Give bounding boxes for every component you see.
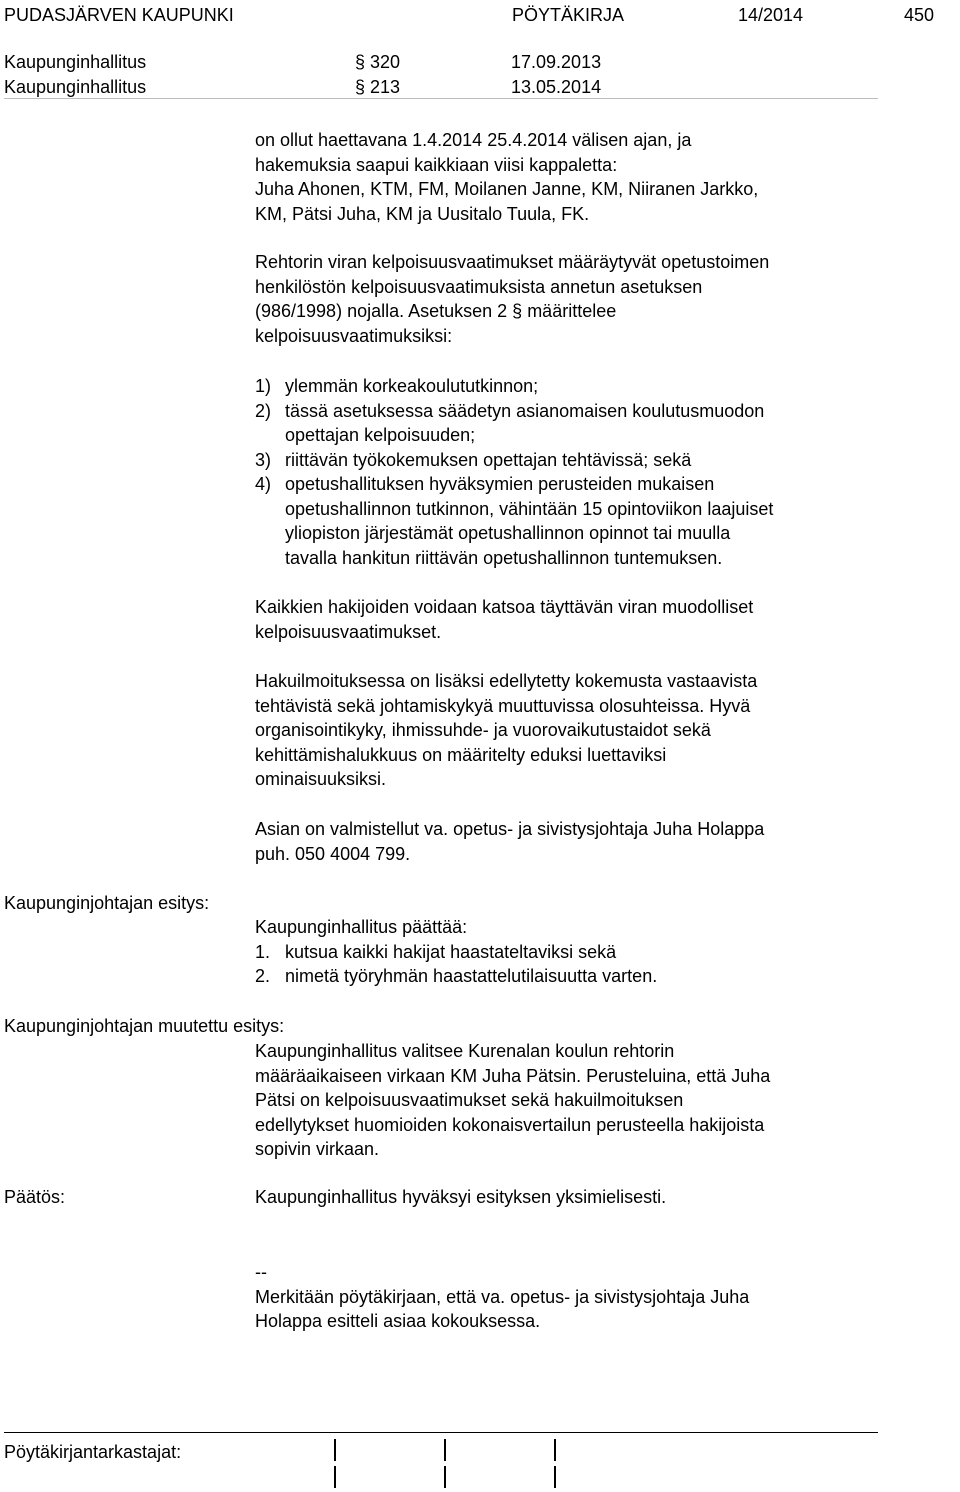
text-line: henkilöstön kelpoisuusvaatimuksista annetun asetuksen: [255, 276, 703, 297]
signature-line: [444, 1439, 446, 1461]
intro-paragraph: [255, 128, 955, 226]
proposal-lead: Kaupunginhallitus päättää:: [255, 917, 468, 937]
requirements-list: [255, 374, 955, 570]
amended-paragraph: [255, 1039, 955, 1162]
list-item: [255, 374, 955, 399]
text-line: Holappa esitteli asiaa kokouksessa.: [255, 1311, 541, 1331]
list-text: nimetä työryhmän haastattelutilaisuutta varten.: [285, 966, 658, 986]
list-text: opettajan kelpoisuuden;: [285, 425, 476, 445]
proposal-section: [255, 915, 955, 989]
list-text: tavalla hankitun riittävän opetushallinnon tuntemuksen.: [285, 547, 723, 568]
list-item: [255, 940, 955, 965]
text-line: Rehtorin viran kelpoisuusvaatimukset määräytyvät opetustoimen: [255, 252, 770, 272]
footer-divider: [4, 1432, 878, 1433]
text-line: Pätsi on kelpoisuusvaatimukset sekä hakuilmoituksen: [255, 1090, 684, 1110]
list-number: 2.: [255, 966, 271, 986]
text-line: KM, Pätsi Juha, KM ja Uusitalo Tuula, FK.: [255, 203, 590, 224]
text-line: kehittämishalukkuus on määritelty eduksi luettaviksi: [255, 744, 667, 765]
requirements-paragraph: [255, 250, 955, 348]
text-line: Kaikkien hakijoiden voidaan katsoa täyttävän viran muodolliset: [255, 597, 754, 617]
text-line: kelpoisuusvaatimuksiksi:: [255, 325, 453, 346]
text-line: kelpoisuusvaatimukset.: [255, 621, 442, 642]
list-number: 3): [255, 449, 272, 470]
decision-text: Kaupunginhallitus hyväksyi esityksen yksimielisesti.: [255, 1187, 667, 1207]
text-line: Kaupunginhallitus valitsee Kurenalan koulun rehtorin: [255, 1041, 675, 1061]
signature-line: [334, 1466, 336, 1488]
doc-number: 14/2014: [738, 5, 804, 25]
list-text: riittävän työkokemuksen opettajan tehtävissä; sekä: [285, 449, 692, 470]
text-line: tehtävistä sekä johtamiskykyä muuttuvissa olosuhteissa. Hyvä: [255, 695, 751, 716]
text-line: (986/1998) nojalla. Asetuksen 2 § määrittelee: [255, 301, 617, 321]
signature-line: [334, 1439, 336, 1461]
note-paragraph: [255, 1260, 955, 1334]
ref-body: Kaupunginhallitus: [4, 77, 147, 97]
qualified-paragraph: [255, 595, 955, 644]
list-number: 1): [255, 376, 272, 396]
text-line: Hakuilmoituksessa on lisäksi edellytetty kokemusta vastaavista: [255, 671, 758, 691]
proposal-label: Kaupunginjohtajan esitys:: [4, 893, 210, 913]
text-line: Merkitään pöytäkirjaan, että va. opetus- ja sivistysjohtaja Juha: [255, 1286, 750, 1307]
amended-label: Kaupunginjohtajan muutettu esitys:: [4, 1016, 285, 1036]
list-item: [255, 399, 955, 448]
list-text: opetushallinnon tutkinnon, vähintään 15 opintoviikon laajuiset: [285, 498, 774, 519]
text-line: Juha Ahonen, KTM, FM, Moilanen Janne, KM, Niiranen Jarkko,: [255, 179, 759, 199]
preparer-paragraph: [255, 817, 955, 866]
text-line: puh. 050 4004 799.: [255, 843, 411, 864]
footer-label: Pöytäkirjantarkastajat:: [4, 1442, 182, 1462]
text-line: ominaisuuksiksi.: [255, 769, 387, 789]
text-line: edellytykset huomioiden kokonaisvertailun perusteella hakijoista: [255, 1114, 765, 1135]
doc-type: PÖYTÄKIRJA: [512, 5, 625, 25]
ref-para: § 320: [355, 52, 401, 72]
header-divider: [4, 98, 878, 99]
text-line: sopivin virkaan.: [255, 1139, 380, 1159]
text-line: määräaikaiseen virkaan KM Juha Pätsin. Perusteluina, että Juha: [255, 1065, 771, 1086]
ref-date: 17.09.2013: [511, 52, 602, 72]
ref-para: § 213: [355, 77, 401, 97]
list-text: yliopiston järjestämät opetushallinnon opinnot tai muulla: [285, 523, 731, 543]
list-text: ylemmän korkeakoulututkinnon;: [285, 376, 539, 396]
list-text: tässä asetuksessa säädetyn asianomaisen koulutusmuodon: [285, 400, 765, 421]
list-item: [255, 448, 955, 473]
list-text: opetushallituksen hyväksymien perusteiden mukaisen: [285, 474, 715, 494]
signature-line: [444, 1466, 446, 1488]
page-number: 450: [904, 5, 935, 25]
list-item: [255, 472, 955, 570]
announcement-paragraph: [255, 669, 955, 792]
text-line: hakemuksia saapui kaikkiaan viisi kappaletta:: [255, 154, 618, 175]
ref-body: Kaupunginhallitus: [4, 52, 147, 72]
ref-date: 13.05.2014: [511, 77, 602, 97]
signature-line: [554, 1439, 556, 1461]
text-line: Asian on valmistellut va. opetus- ja sivistysjohtaja Juha Holappa: [255, 819, 765, 839]
list-number: 4): [255, 474, 272, 494]
text-line: on ollut haettavana 1.4.2014 25.4.2014 välisen ajan, ja: [255, 130, 692, 150]
list-item: [255, 964, 955, 989]
text-line: organisointikyky, ihmissuhde- ja vuorovaikutustaidot sekä: [255, 720, 711, 740]
list-number: 1.: [255, 941, 271, 962]
signature-line: [554, 1466, 556, 1488]
org-name: PUDASJÄRVEN KAUPUNKI: [4, 5, 234, 25]
note-dash: --: [255, 1262, 267, 1282]
list-number: 2): [255, 400, 272, 421]
decision-label: Päätös:: [4, 1187, 66, 1207]
list-text: kutsua kaikki hakijat haastateltaviksi sekä: [285, 941, 617, 962]
